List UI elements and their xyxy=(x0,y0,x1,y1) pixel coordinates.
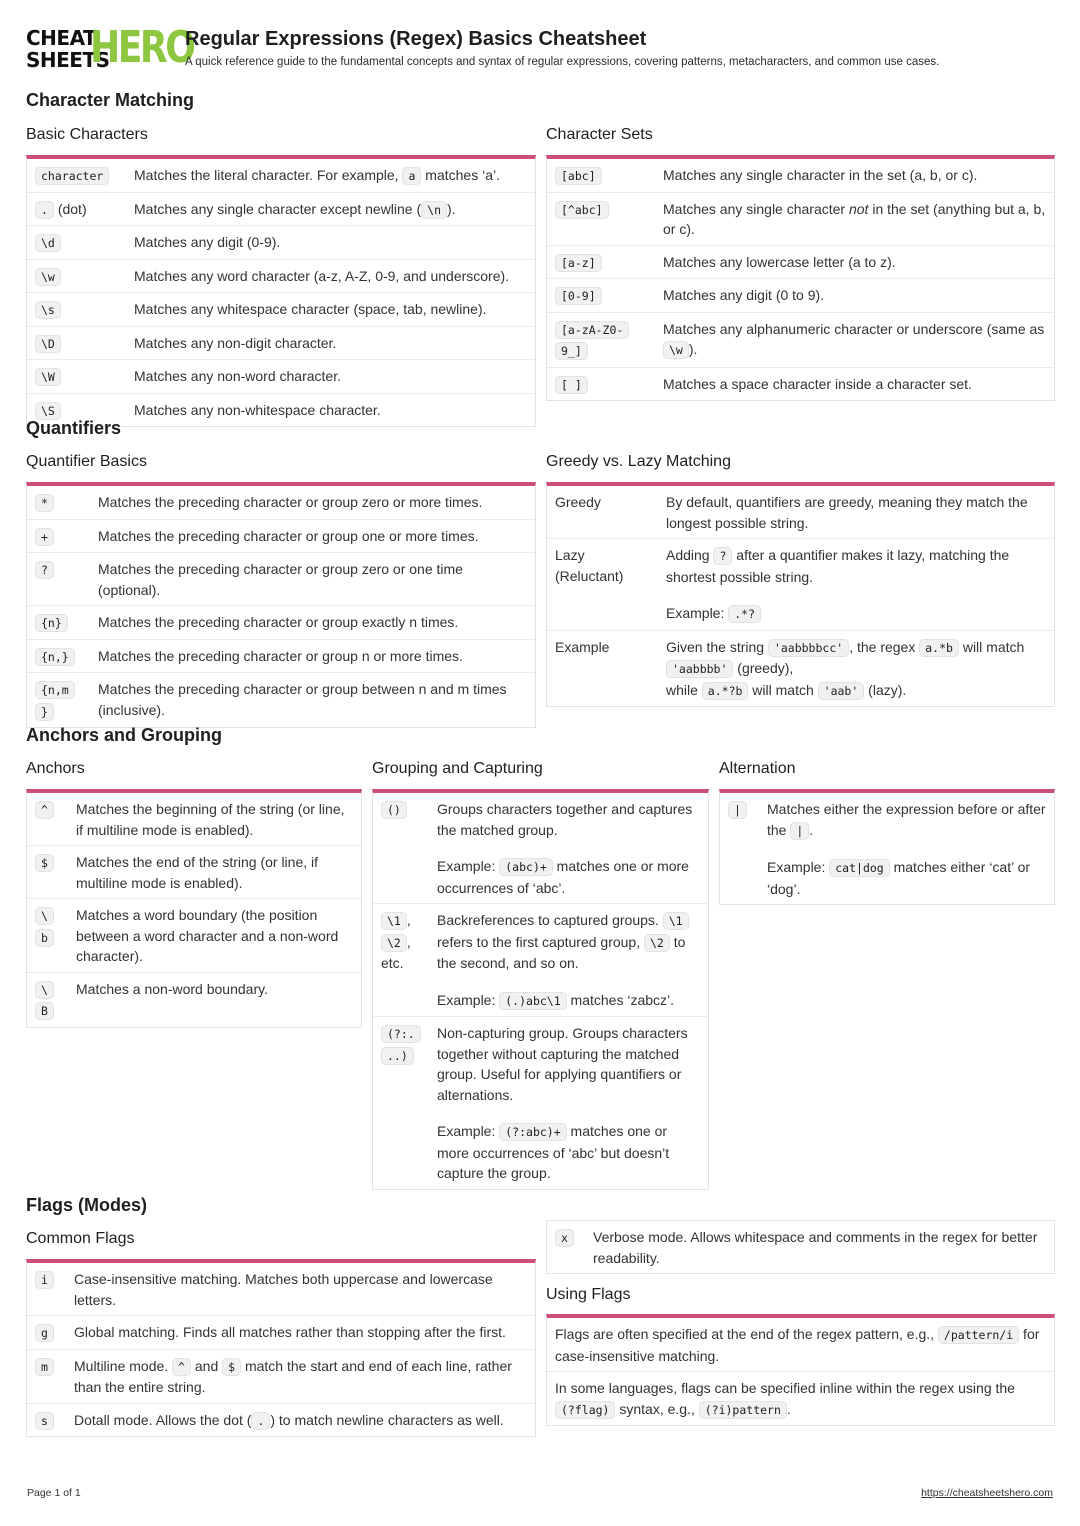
row-text: Flags are often specified at the end of the regex pattern, e.g., xyxy=(555,1326,938,1342)
code-key: \ xyxy=(35,981,54,999)
code-inline: a.*?b xyxy=(702,682,749,700)
table-row xyxy=(27,360,535,394)
logo-hero-text: HERO xyxy=(90,22,194,73)
row-text: Matches the literal character. For example, xyxy=(134,167,403,183)
code-key: g xyxy=(35,1324,54,1342)
table-row xyxy=(27,260,535,294)
code-key: \S xyxy=(35,402,61,420)
table-row xyxy=(27,673,535,727)
section-title-character-matching: Character Matching xyxy=(26,90,195,110)
code-inline: .*? xyxy=(728,605,761,623)
code-key: [^abc] xyxy=(555,201,609,219)
code-inline: /pattern/i xyxy=(938,1326,1019,1344)
page-number: Page 1 of 1 xyxy=(27,1487,81,1499)
row-text: Adding xyxy=(666,547,714,563)
cheatsheetshero-logo[interactable] xyxy=(26,22,194,73)
code-key: \ xyxy=(35,907,54,925)
row-key: Lazy (Reluctant) xyxy=(555,547,624,584)
row-text: will match xyxy=(958,638,1025,655)
table-alternation xyxy=(719,789,1055,905)
row-text: Matches a word boundary (the position between a word character and a non-word character). xyxy=(76,907,339,964)
code-key: {n} xyxy=(35,614,68,632)
code-key: x xyxy=(555,1229,574,1247)
code-key: character xyxy=(35,167,109,185)
row-text: Dotall mode. Allows the dot ( xyxy=(74,1411,252,1428)
table-row xyxy=(373,793,708,904)
subtitle-basic-characters: Basic Characters xyxy=(26,126,148,143)
code-inline: | xyxy=(790,822,809,840)
row-text: Matches any whitespace character (space, tab, newline). xyxy=(134,301,487,317)
row-text: Non-capturing group. Groups characters together without capturing the matched group. Useful for applying quantifiers or alternations. xyxy=(437,1025,688,1103)
subtitle-using-flags: Using Flags xyxy=(546,1286,631,1303)
table-row xyxy=(373,904,708,1017)
subtitle-quantifier-basics: Quantifier Basics xyxy=(26,453,147,470)
example-label: Example: xyxy=(437,991,500,1008)
key-separator: , xyxy=(406,912,411,928)
row-text: Matches the preceding character or group one or more times. xyxy=(98,527,479,544)
row-text: and xyxy=(190,1357,223,1374)
row-text: ). xyxy=(688,341,698,357)
table-flags-continued xyxy=(546,1220,1055,1274)
code-inline: . xyxy=(251,1412,270,1430)
table-row xyxy=(373,1017,708,1189)
code-key: m xyxy=(35,1358,54,1376)
code-key: [a-zA-Z0- xyxy=(555,321,629,339)
table-row xyxy=(547,486,1054,539)
row-text: matches ‘a’. xyxy=(421,167,500,183)
table-row xyxy=(27,640,535,674)
row-text: Matches the preceding character or group n or more times. xyxy=(98,647,463,664)
row-text: refers to the first captured group, xyxy=(437,933,644,950)
example-label: Example: xyxy=(437,858,500,874)
code-inline: (?i)pattern xyxy=(699,1401,787,1419)
table-row xyxy=(27,1404,535,1437)
page-title: Regular Expressions (Regex) Basics Cheatsheet xyxy=(185,28,647,50)
table-row xyxy=(27,973,361,1027)
table-row xyxy=(27,226,535,260)
section-title-quantifiers: Quantifiers xyxy=(26,418,122,438)
code-key: ..) xyxy=(381,1047,414,1065)
row-text: matches one or more occurrences of ‘abc’ but doesn’t capture the group. xyxy=(437,1123,670,1181)
table-row xyxy=(547,193,1054,246)
row-text: Matches any non-whitespace character. xyxy=(134,401,381,418)
code-key: \1 xyxy=(381,912,407,930)
table-row xyxy=(27,793,361,846)
table-common-flags xyxy=(26,1259,536,1437)
code-key: \W xyxy=(35,368,61,386)
table-greedy-lazy xyxy=(546,482,1055,707)
code-inline: $ xyxy=(222,1358,241,1376)
code-key: b xyxy=(35,929,54,947)
table-row xyxy=(547,1221,1054,1273)
code-inline: ^ xyxy=(172,1358,191,1376)
footer-link[interactable]: https://cheatsheetshero.com xyxy=(921,1487,1053,1499)
row-key: Greedy xyxy=(555,494,601,510)
code-key: $ xyxy=(35,854,54,872)
code-key: [a-z] xyxy=(555,254,602,272)
table-row xyxy=(27,1316,535,1350)
code-key: () xyxy=(381,801,407,819)
row-text: Matches the end of the string (or line, if multiline mode is enabled). xyxy=(76,854,319,891)
row-text: Matches the preceding character or group between n and m times (inclusive). xyxy=(98,681,507,718)
row-text: Matches the preceding character or group zero or one time (optional). xyxy=(98,561,463,598)
code-key: ^ xyxy=(35,801,54,819)
subtitle-greedy-lazy: Greedy vs. Lazy Matching xyxy=(546,453,731,470)
code-inline: \1 xyxy=(663,912,689,930)
code-key: {n,m xyxy=(35,681,75,699)
logo-sheets-text: SHEETS xyxy=(26,48,110,72)
table-anchors xyxy=(26,789,362,1028)
code-key: \w xyxy=(35,268,61,286)
logo-cheat-text: CHEAT xyxy=(26,26,97,50)
table-row xyxy=(547,279,1054,313)
row-text: Matches any alphanumeric character or underscore (same as xyxy=(663,320,1045,337)
table-row xyxy=(27,1350,535,1404)
code-inline: a.*b xyxy=(919,639,959,657)
row-text: Backreferences to captured groups. xyxy=(437,912,663,928)
row-text: ) to match newline characters as well. xyxy=(270,1411,504,1428)
row-text: . xyxy=(786,1400,791,1417)
row-text: Matches the preceding character or group exactly n times. xyxy=(98,614,459,630)
row-text: ). xyxy=(447,200,456,217)
row-text: for case-insensitive matching. xyxy=(555,1326,1040,1364)
table-row xyxy=(27,327,535,361)
code-key: (?:. xyxy=(381,1025,421,1043)
table-row xyxy=(27,846,361,899)
row-text: syntax, e.g., xyxy=(615,1400,699,1417)
row-text: Matches a non-word boundary. xyxy=(76,980,268,997)
row-text: Matches any lowercase letter (a to z). xyxy=(663,253,896,270)
code-key: \s xyxy=(35,301,61,319)
code-inline: (?flag) xyxy=(555,1401,615,1419)
row-text: matches ‘zabcz’. xyxy=(566,991,675,1008)
row-text: Matches any single character in the set (a, b, or c). xyxy=(663,167,978,183)
code-inline: 'aab' xyxy=(818,682,865,700)
table-row xyxy=(27,293,535,327)
key-separator: , xyxy=(406,933,411,950)
row-text: Matches any digit (0-9). xyxy=(134,234,281,250)
row-text: will match xyxy=(748,681,818,698)
table-row xyxy=(547,631,1054,707)
section-title-anchors-grouping: Anchors and Grouping xyxy=(26,725,222,745)
row-text: Matches the preceding character or group zero or more times. xyxy=(98,494,483,510)
table-quantifier-basics xyxy=(26,482,536,728)
subtitle-character-sets: Character Sets xyxy=(546,126,653,143)
code-inline: (.)abc\1 xyxy=(499,992,566,1010)
row-text: matches one or more occurrences of ‘abc’. xyxy=(437,858,689,896)
table-row xyxy=(27,553,535,606)
code-key: s xyxy=(35,1412,54,1430)
table-row xyxy=(27,520,535,554)
code-inline: \w xyxy=(663,341,689,359)
table-character-sets xyxy=(546,155,1055,401)
table-row xyxy=(27,486,535,520)
code-inline: a xyxy=(402,167,421,185)
code-inline: 'aabbbb' xyxy=(666,660,733,678)
row-text: Matches any single character except newline ( xyxy=(134,200,422,217)
table-row xyxy=(27,159,535,193)
row-text: matches either ‘cat’ or ‘dog’. xyxy=(767,859,1031,897)
row-text: after a quantifier makes it lazy, matching the shortest possible string. xyxy=(666,547,1010,585)
row-text: , the regex xyxy=(849,638,920,655)
code-key: * xyxy=(35,494,54,512)
table-row xyxy=(27,1263,535,1316)
row-text: Global matching. Finds all matches rather than stopping after the first. xyxy=(74,1324,506,1340)
row-text: to the second, and so on. xyxy=(437,933,686,971)
code-key: \D xyxy=(35,335,61,353)
example-label: Example: xyxy=(666,605,729,621)
subtitle-alternation: Alternation xyxy=(719,760,796,777)
table-row xyxy=(27,606,535,640)
row-text: Matches any digit (0 to 9). xyxy=(663,287,825,303)
code-key: \2 xyxy=(381,934,407,952)
row-text: . xyxy=(809,821,814,838)
row-text: Groups characters together and captures the matched group. xyxy=(437,801,693,838)
key-text: etc. xyxy=(381,955,404,971)
code-key: } xyxy=(35,703,54,721)
table-row xyxy=(547,368,1054,401)
section-title-flags: Flags (Modes) xyxy=(26,1195,148,1215)
row-text: Matches any single character xyxy=(663,200,849,217)
code-inline: (?:abc)+ xyxy=(499,1123,566,1141)
example-label: Example: xyxy=(767,859,830,875)
row-text: (lazy). xyxy=(864,681,907,698)
code-key: | xyxy=(728,801,747,819)
table-row xyxy=(547,159,1054,193)
subtitle-grouping: Grouping and Capturing xyxy=(372,760,543,777)
table-row xyxy=(27,193,535,227)
code-key: B xyxy=(35,1002,54,1020)
row-text: Matches either the expression before or after the xyxy=(767,801,1046,838)
row-text: Multiline mode. xyxy=(74,1357,173,1374)
row-text: Matches the beginning of the string (or line, if multiline mode is enabled). xyxy=(76,801,345,838)
subtitle-anchors: Anchors xyxy=(26,760,85,777)
row-text: in the set (anything but a, b, or c). xyxy=(663,200,1046,237)
row-text: Matches any non-digit character. xyxy=(134,334,337,351)
table-row xyxy=(547,313,1054,368)
table-basic-characters xyxy=(26,155,536,427)
table-row xyxy=(547,1372,1054,1425)
row-text: match the start and end of each line, rather than the entire string. xyxy=(74,1357,512,1395)
code-key: {n,} xyxy=(35,648,75,666)
table-row xyxy=(547,1318,1054,1372)
subtitle-common-flags: Common Flags xyxy=(26,1230,135,1247)
table-row xyxy=(27,899,361,973)
key-text: (dot) xyxy=(53,200,87,217)
code-key: ? xyxy=(35,561,54,579)
row-text: Matches any non-word character. xyxy=(134,368,341,384)
code-key: + xyxy=(35,528,54,546)
table-using-flags xyxy=(546,1314,1055,1426)
code-inline: 'aabbbbcc' xyxy=(768,639,849,657)
code-key: i xyxy=(35,1271,54,1289)
page-subtitle: A quick reference guide to the fundamental concepts and syntax of regular expressions, covering patterns, metacharacters, and common use cases. xyxy=(185,56,940,68)
code-inline: \2 xyxy=(644,934,670,952)
row-text: Given the string xyxy=(666,638,768,655)
table-grouping xyxy=(372,789,709,1190)
table-row xyxy=(547,246,1054,280)
code-inline: cat|dog xyxy=(829,859,889,877)
row-text: (greedy), xyxy=(733,660,794,676)
code-key: 9_] xyxy=(555,342,588,360)
row-text: Matches any word character (a-z, A-Z, 0-9, and underscore). xyxy=(134,267,510,284)
row-text: By default, quantifiers are greedy, meaning they match the longest possible string. xyxy=(666,494,1028,531)
code-key: . xyxy=(35,201,54,219)
example-label: Example: xyxy=(437,1123,500,1139)
code-inline: (abc)+ xyxy=(499,858,553,876)
table-row xyxy=(547,539,1054,631)
row-emphasis: not xyxy=(848,200,869,217)
row-text: In some languages, flags can be specified inline within the regex using the xyxy=(555,1380,1015,1396)
row-text: Matches a space character inside a character set. xyxy=(663,375,972,392)
row-text: while xyxy=(666,681,702,698)
code-key: [ ] xyxy=(555,376,588,394)
code-inline: ? xyxy=(713,547,732,565)
code-inline: \n xyxy=(421,201,447,219)
row-key: Example xyxy=(555,638,610,655)
row-text: Verbose mode. Allows whitespace and comments in the regex for better readability. xyxy=(593,1229,1038,1266)
code-key: [0-9] xyxy=(555,287,602,305)
table-row xyxy=(720,793,1054,904)
code-key: [abc] xyxy=(555,167,602,185)
code-key: \d xyxy=(35,234,61,252)
row-text: Case-insensitive matching. Matches both uppercase and lowercase letters. xyxy=(74,1271,493,1308)
